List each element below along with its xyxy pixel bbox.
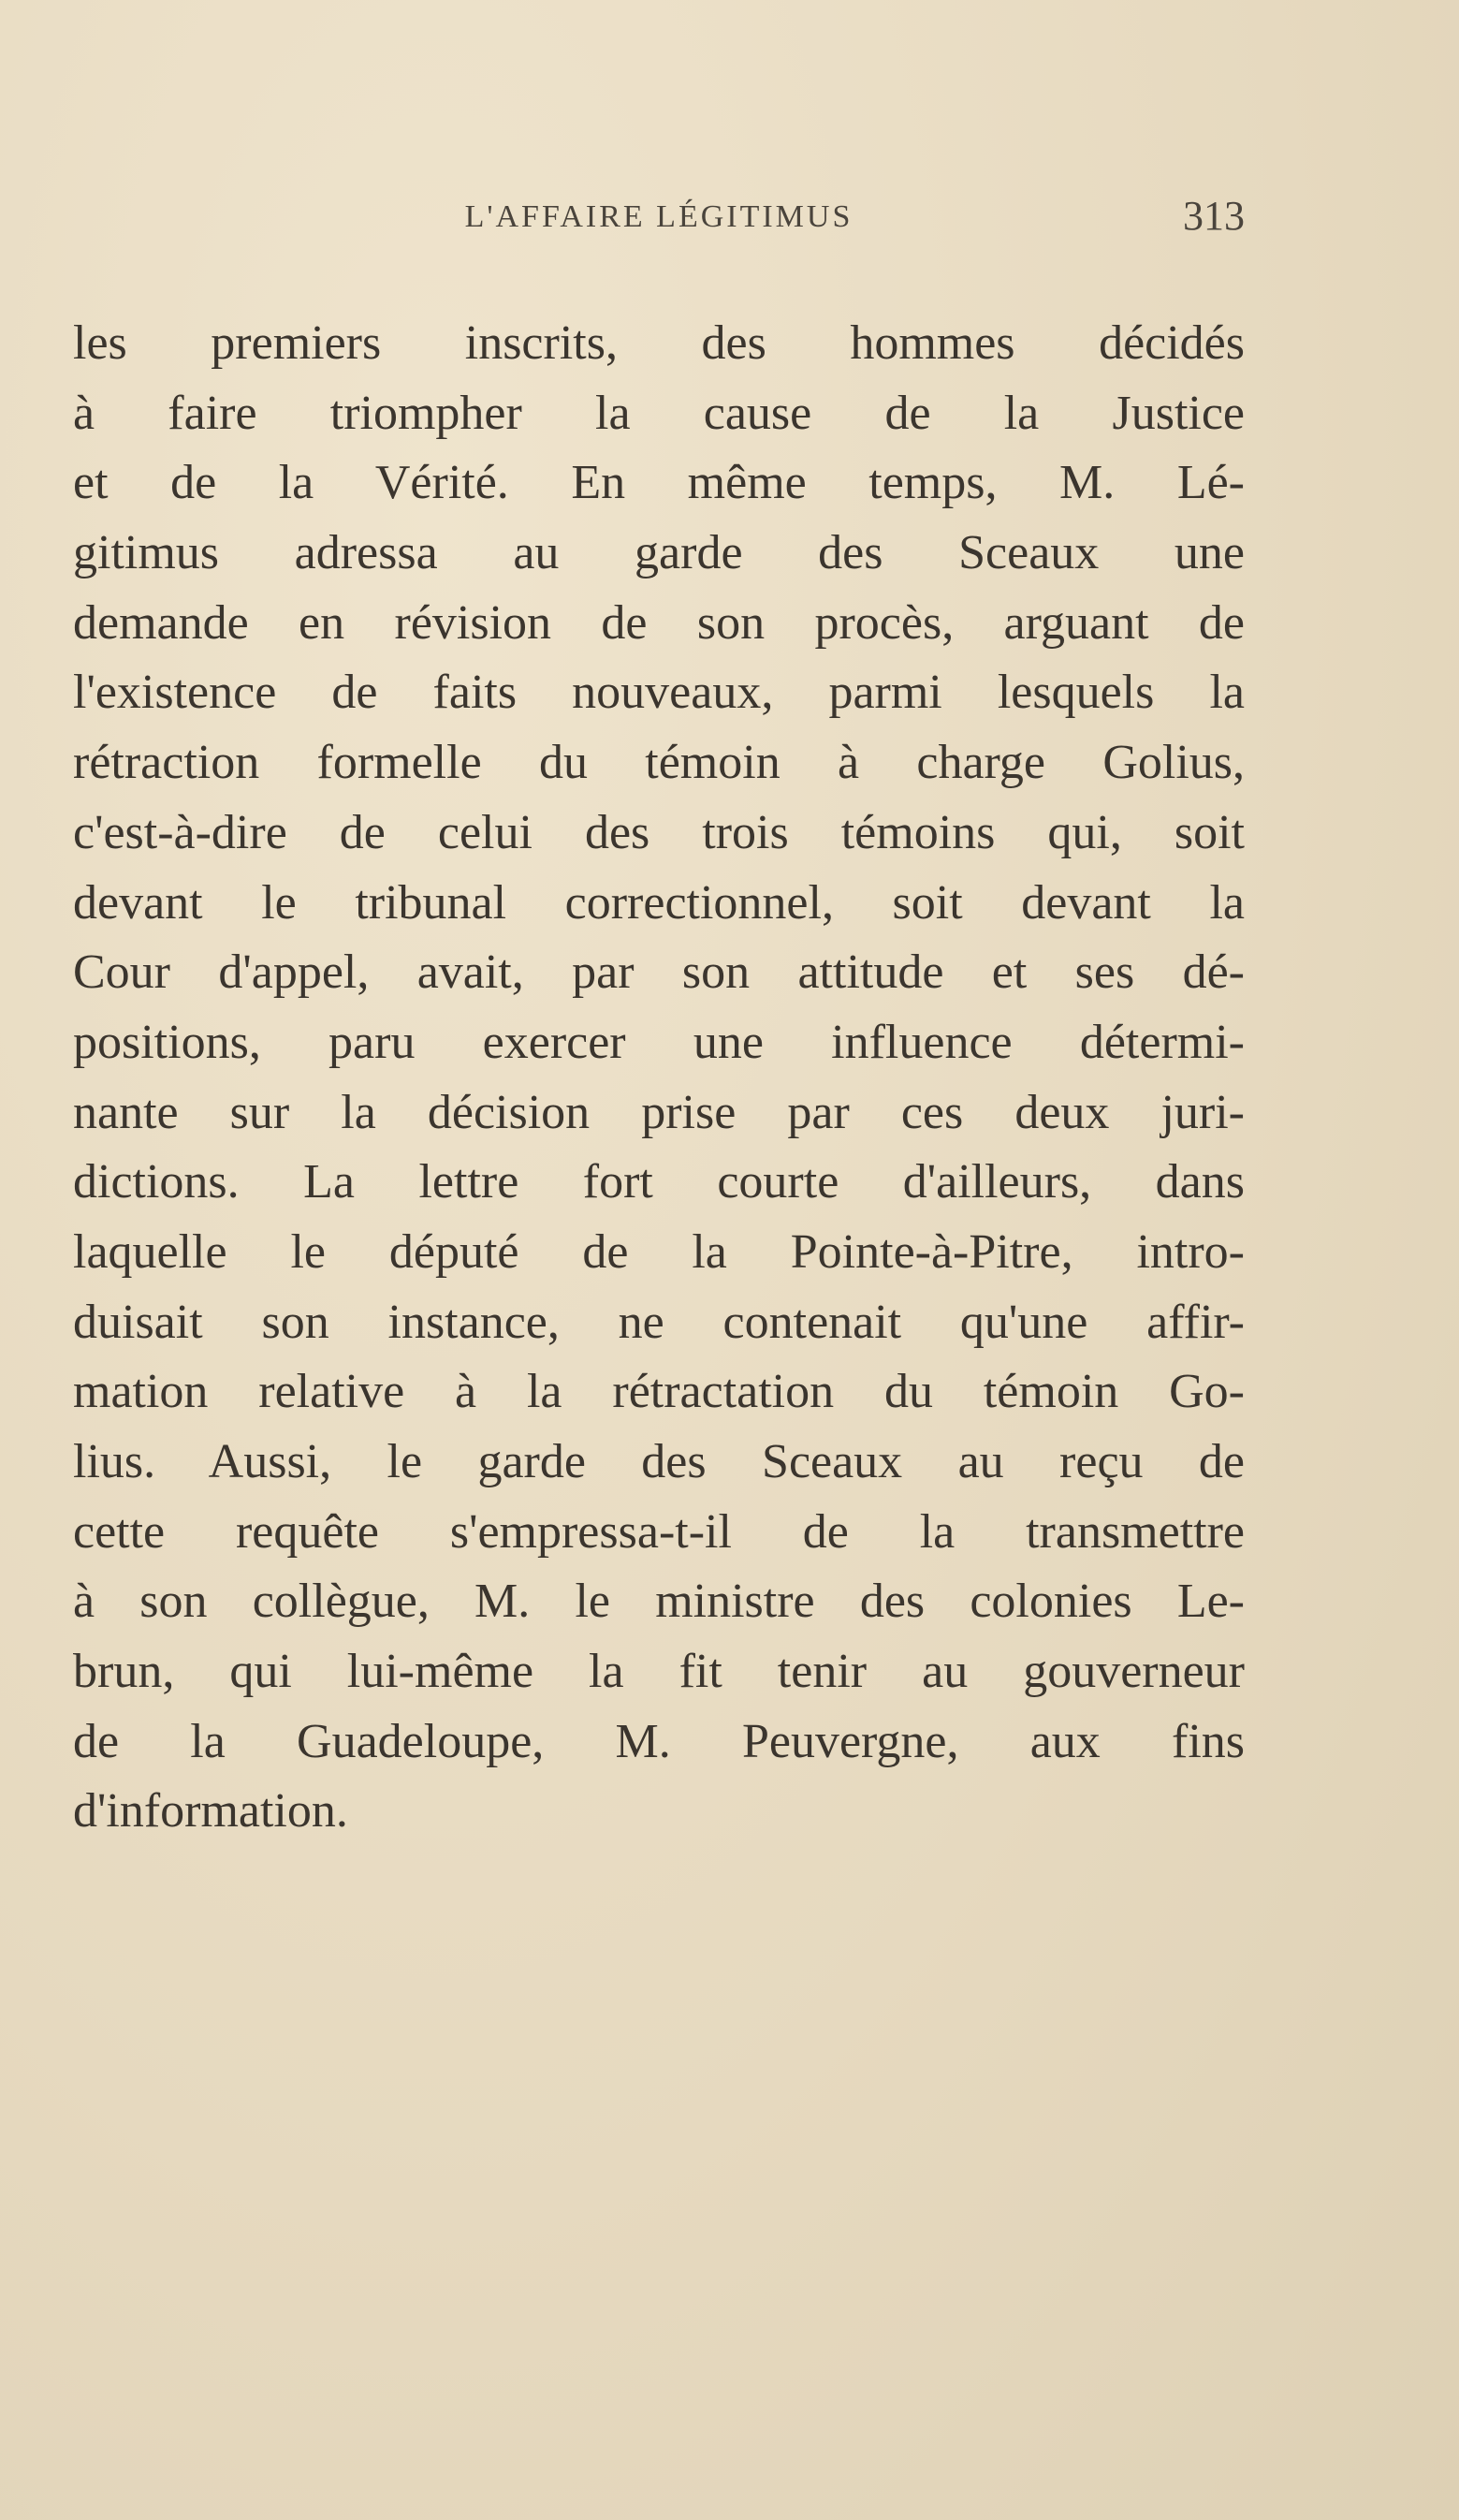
text-line: nante sur la décision prise par ces deux juri- xyxy=(73,1085,1245,1139)
text-line: devant le tribunal correctionnel, soit devant la xyxy=(73,875,1245,930)
text-line: l'existence de faits nouveaux, parmi lesquels la xyxy=(73,666,1245,720)
text-line: brun, qui lui-même la fit tenir au gouverneur xyxy=(73,1645,1245,1699)
text-line: Cour d'appel, avait, par son attitude et ses dé- xyxy=(73,945,1245,1000)
text-line: rétraction formelle du témoin à charge Golius, xyxy=(73,736,1245,790)
text-line: à faire triompher la cause de la Justice xyxy=(73,386,1245,440)
text-line: les premiers inscrits, des hommes décidés xyxy=(73,316,1245,370)
text-line: demande en révision de son procès, arguant de xyxy=(73,595,1245,650)
text-line: à son collègue, M. le ministre des colonies Le- xyxy=(73,1575,1245,1629)
running-title: L'AFFAIRE LÉGITIMUS xyxy=(464,199,854,234)
page-number: 313 xyxy=(1183,193,1245,239)
text-line: gitimus adressa au garde des Sceaux une xyxy=(73,526,1245,580)
text-line: mation relative à la rétractation du témoin Go- xyxy=(73,1365,1245,1419)
body-paragraph xyxy=(73,309,1245,1847)
text-line: laquelle le député de la Pointe-à-Pitre, intro- xyxy=(73,1224,1245,1279)
text-line: lius. Aussi, le garde des Sceaux au reçu de xyxy=(73,1435,1245,1488)
text-line: cette requête s'empressa-t-il de la transmettre xyxy=(73,1504,1245,1559)
text-line: dictions. La lettre fort courte d'ailleurs, dans xyxy=(73,1155,1245,1209)
text-line: duisait son instance, ne contenait qu'une affir- xyxy=(73,1295,1245,1349)
text-line: d'information. xyxy=(73,1784,348,1839)
text-line: et de la Vérité. En même temps, M. Lé- xyxy=(73,456,1245,510)
page-header xyxy=(73,192,1245,248)
text-line: c'est-à-dire de celui des trois témoins qui, soit xyxy=(73,805,1245,859)
text-line: positions, paru exercer une influence détermi- xyxy=(73,1015,1245,1069)
text-line: de la Guadeloupe, M. Peuvergne, aux fins xyxy=(73,1714,1245,1768)
